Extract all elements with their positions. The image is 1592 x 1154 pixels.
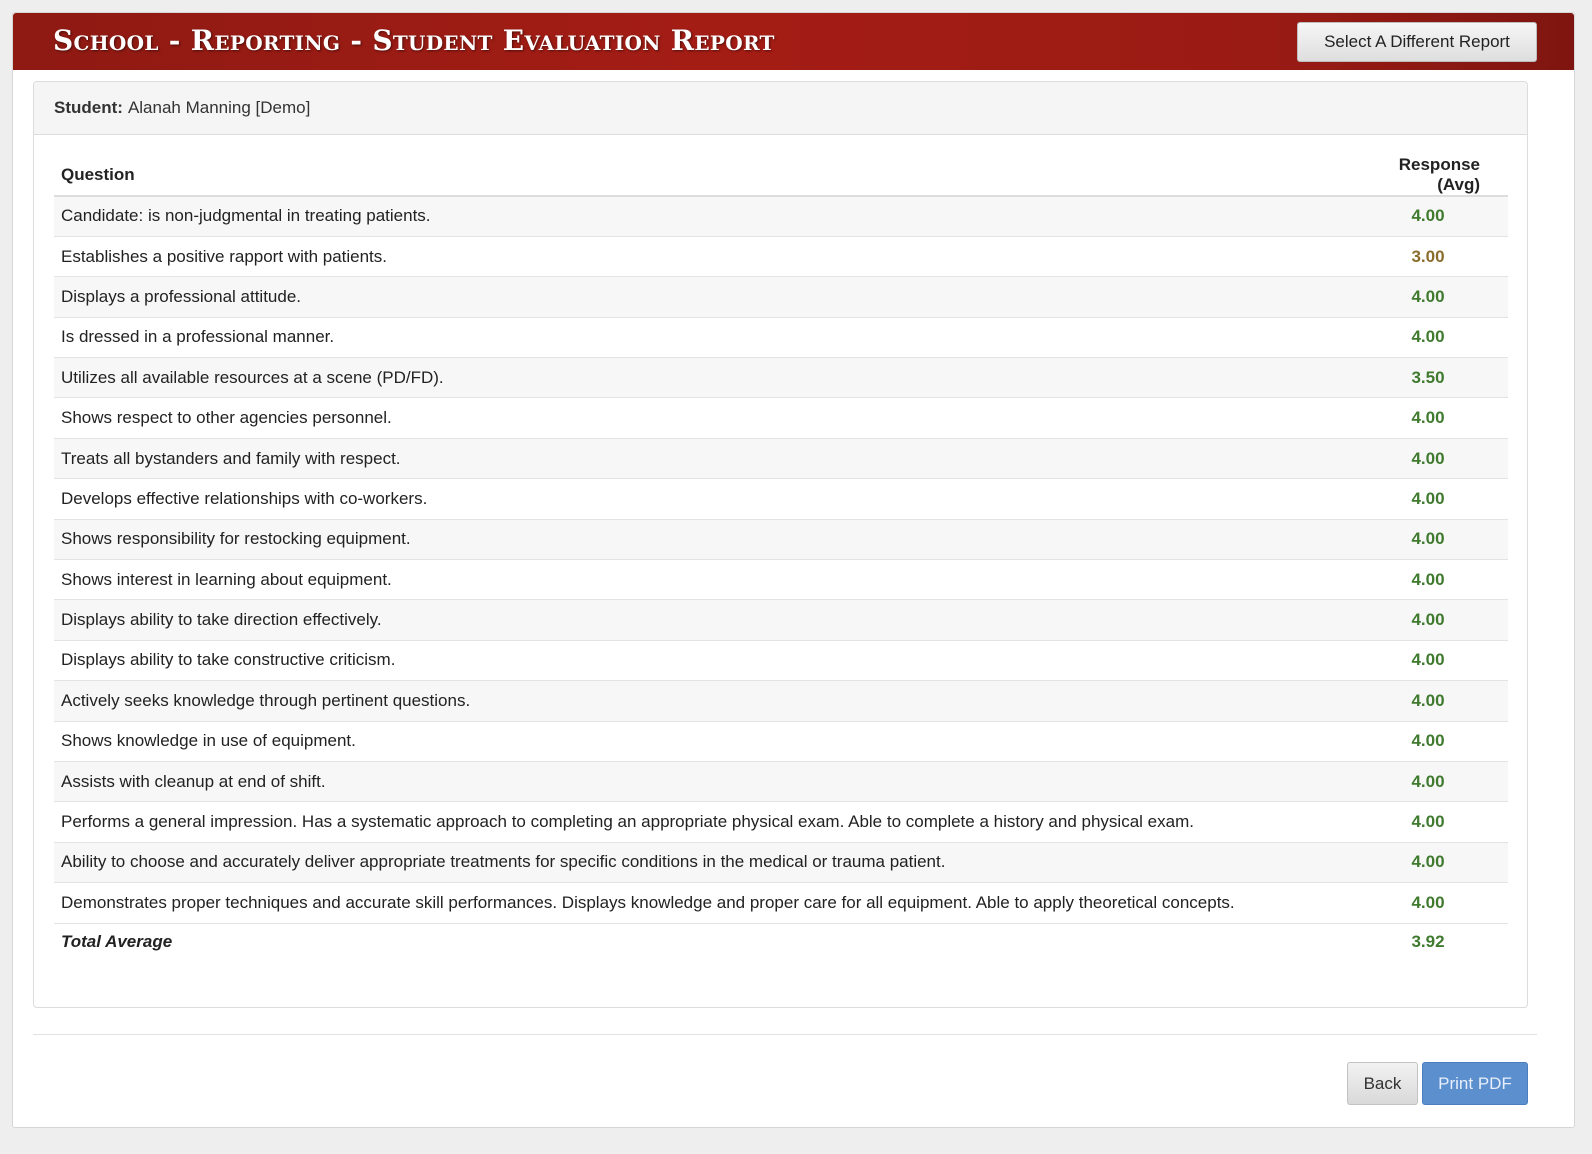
student-info [34,82,1527,135]
question-cell: Ability to choose and accurately deliver appropriate treatments for specific conditions in the medical or trauma patient. [54,842,1348,882]
response-value: 4.00 [1348,196,1508,236]
total-average-row [54,923,1508,961]
response-value: 4.00 [1348,560,1508,600]
question-cell: Assists with cleanup at end of shift. [54,761,1348,801]
column-header-response: Response (Avg) [1348,155,1508,196]
total-average-label: Total Average [54,923,1348,961]
question-cell: Shows responsibility for restocking equipment. [54,519,1348,559]
evaluation-table [54,155,1508,961]
table-row [54,681,1508,721]
student-name: Alanah Manning [Demo] [127,98,311,117]
response-value: 4.00 [1348,883,1508,923]
column-header-question: Question [54,155,1348,196]
table-row [54,761,1508,801]
table-row [54,842,1508,882]
total-average-value: 3.92 [1348,923,1508,961]
question-cell: Demonstrates proper techniques and accurate skill performances. Displays knowledge and proper care for all equipment. Able to apply theoretical concepts. [54,883,1348,923]
table-row [54,317,1508,357]
table-row [54,640,1508,680]
back-button[interactable]: Back [1347,1062,1418,1105]
response-value: 4.00 [1348,277,1508,317]
question-cell: Is dressed in a professional manner. [54,317,1348,357]
table-row [54,883,1508,923]
page-title: School - Reporting - Student Evaluation Report [53,24,775,57]
table-row [54,802,1508,842]
response-value: 4.00 [1348,519,1508,559]
response-value: 4.00 [1348,398,1508,438]
response-value: 4.00 [1348,842,1508,882]
response-value: 4.00 [1348,438,1508,478]
response-value: 4.00 [1348,317,1508,357]
table-row [54,519,1508,559]
table-row [54,358,1508,398]
question-cell: Shows interest in learning about equipment. [54,560,1348,600]
select-different-report-button[interactable]: Select A Different Report [1297,22,1537,62]
response-value: 4.00 [1348,802,1508,842]
question-cell: Displays ability to take constructive criticism. [54,640,1348,680]
question-cell: Shows knowledge in use of equipment. [54,721,1348,761]
footer-divider [33,1034,1537,1035]
response-value: 4.00 [1348,479,1508,519]
question-cell: Develops effective relationships with co-workers. [54,479,1348,519]
question-cell: Treats all bystanders and family with respect. [54,438,1348,478]
table-row [54,721,1508,761]
response-value: 3.50 [1348,358,1508,398]
table-row [54,438,1508,478]
evaluation-panel [33,81,1528,1008]
question-cell: Actively seeks knowledge through pertinent questions. [54,681,1348,721]
print-pdf-button[interactable]: Print PDF [1422,1062,1528,1105]
response-value: 4.00 [1348,600,1508,640]
question-cell: Candidate: is non-judgmental in treating patients. [54,196,1348,236]
table-row [54,196,1508,236]
response-value: 4.00 [1348,761,1508,801]
table-row [54,600,1508,640]
response-value: 3.00 [1348,236,1508,276]
question-cell: Displays a professional attitude. [54,277,1348,317]
table-header-row [54,155,1508,196]
question-cell: Performs a general impression. Has a systematic approach to completing an appropriate physical exam. Able to complete a history and physical exam. [54,802,1348,842]
response-value: 4.00 [1348,721,1508,761]
question-cell: Displays ability to take direction effectively. [54,600,1348,640]
question-cell: Shows respect to other agencies personnel. [54,398,1348,438]
response-value: 4.00 [1348,681,1508,721]
report-frame [12,12,1575,1128]
table-row [54,236,1508,276]
response-value: 4.00 [1348,640,1508,680]
table-row [54,560,1508,600]
question-cell: Establishes a positive rapport with patients. [54,236,1348,276]
student-label: Student: [54,98,123,117]
table-row [54,398,1508,438]
table-row [54,277,1508,317]
table-row [54,479,1508,519]
question-cell: Utilizes all available resources at a scene (PD/FD). [54,358,1348,398]
page-header [13,13,1574,70]
